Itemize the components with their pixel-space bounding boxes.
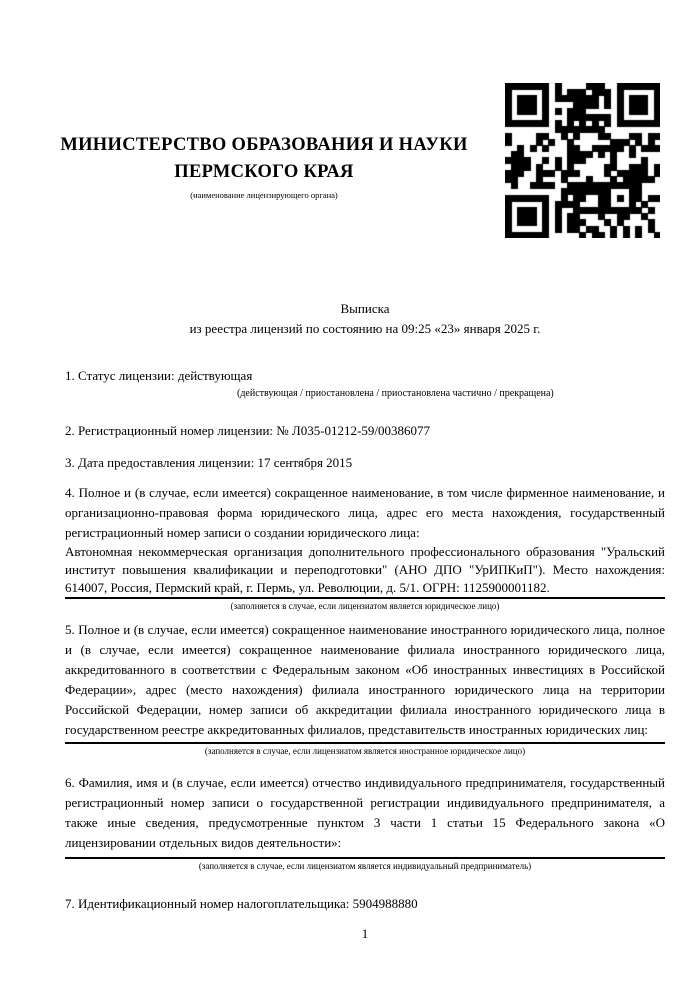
- item-4-legal-entity: [65, 483, 665, 612]
- entrepreneur-question: 6. Фамилия, имя и (в случае, если имеется) отчество индивидуального предпринимателя, государственный регистрационный номер записи о государственной регистрации индивидуального предпринимателя, а также иные сведения, предусмотренные пунктом 3 части 1 статьи 15 Федерального закона «О лицензировании отдельных видов деятельности»:: [65, 775, 665, 850]
- item-6-individual-entrepreneur: [65, 773, 665, 872]
- license-status-caption: (действующая / приостановлена / приостановлена частично / прекращена): [237, 388, 554, 399]
- item-1-license-status: [65, 366, 665, 400]
- foreign-entity-caption: (заполняется в случае, если лицензиатом является иностранное юридическое лицо): [204, 746, 526, 756]
- grant-date-text: 3. Дата предоставления лицензии: 17 сентября 2015: [65, 455, 353, 470]
- legal-entity-question: 4. Полное и (в случае, если имеется) сокращенное наименование, в том числе фирменное наименование, и организационно-правовая форма юридического лица, адрес его места нахождения, государственный регистрационный номер записи о создании юридического лица:: [65, 485, 665, 540]
- document-title-line2: из реестра лицензий по состоянию на 09:25 «23» января 2025 г.: [189, 321, 541, 336]
- fill-in-line: [65, 857, 665, 859]
- entrepreneur-caption: (заполняется в случае, если лицензиатом является индивидуальный предприниматель): [198, 861, 532, 871]
- qr-code-icon: [505, 83, 660, 238]
- fill-in-line: [65, 597, 665, 599]
- legal-entity-caption: (заполняется в случае, если лицензиатом является юридическое лицо): [230, 601, 500, 611]
- licensing-authority-caption: (наименование лицензирующего органа): [190, 190, 338, 200]
- taxpayer-number-text: 7. Идентификационный номер налогоплательщика: 5904988880: [65, 896, 418, 911]
- item-2-registration-number: [65, 421, 665, 441]
- fill-in-line: [65, 742, 665, 744]
- item-3-grant-date: [65, 453, 665, 473]
- document-title-line1: Выписка: [340, 301, 390, 316]
- page-number: 1: [361, 926, 369, 941]
- registration-number-text: 2. Регистрационный номер лицензии: № Л035-01212-59/00386077: [65, 423, 431, 438]
- document-title: [65, 299, 665, 339]
- licensing-authority-name: МИНИСТЕРСТВО ОБРАЗОВАНИЯ И НАУКИ ПЕРМСКОГО КРАЯ: [60, 135, 468, 182]
- item-5-foreign-entity: [65, 620, 665, 757]
- legal-entity-value: Автономная некоммерческая организация дополнительного профессионального образования "Уральский институт повышения квалификации и переподготовки" (АНО ДПО "УрИПКиП"). Место нахождения: 614007, Россия, Пермский край, г. Пермь, ул. Революции, д. 5/1. ОГРН: 1125900001182.: [65, 544, 665, 595]
- item-7-taxpayer-number: [65, 894, 665, 914]
- foreign-entity-question: 5. Полное и (в случае, если имеется) сокращенное наименование иностранного юридического лица, полное и (в случае, если имеется) сокращенное наименование филиала иностранного юридического лица, аккредитованного в соответствии с Федеральным законом «Об иностранных инвестициях в Российской Федерации», адрес (место нахождения) филиала иностранного юридического лица на территории Российской Федерации, номер записи об аккредитации филиала иностранного юридического лица в государственном реестре аккредитованных филиалов, представительств иностранных юридических лиц:: [65, 622, 665, 737]
- licensing-authority-block: [38, 132, 490, 200]
- license-status-text: 1. Статус лицензии: действующая: [65, 368, 253, 383]
